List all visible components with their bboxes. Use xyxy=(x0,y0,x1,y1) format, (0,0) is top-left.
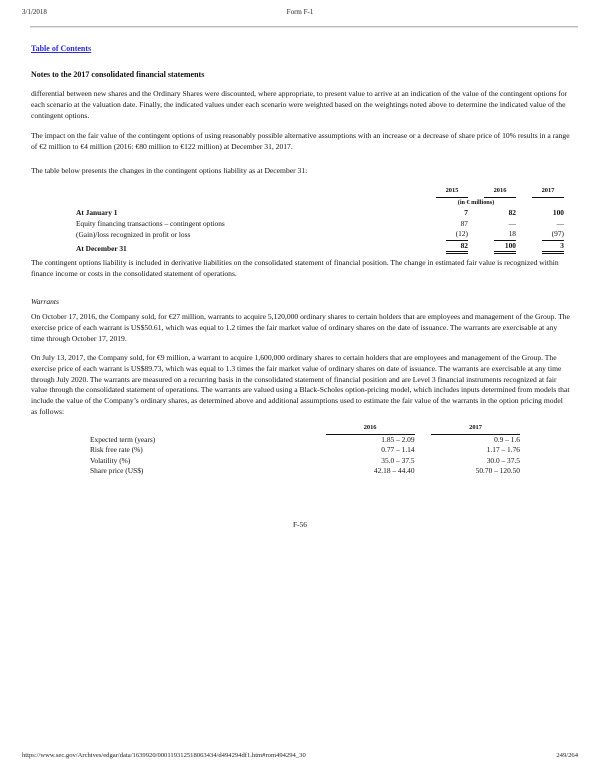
paragraph-warrants-2017: On July 13, 2017, the Company sold, for €9 million, a warrant to acquire 1,600,000 ordinary shares to certain holders that are employees and management of the Group. The exercise price of each warrant is US$89.73, which was equal to 1.3 times the fair market value of ordinary shares on date of issuance. The warrants are exercisable at any time through July 2020. The warrants are measured on a recurring basis in the consolidated statement of financial position and are Level 3 financial instruments recognized at fair value through the consolidated statement of operations. The warrants are valued using a Black-Scholes option-pricing model, which includes inputs determined from models that include the value of the Company’s ordinary shares, as determined above and additional assumptions used to estimate the fair value of the warrants in the option pricing model as follows: xyxy=(31,353,570,416)
year-header: 2016 xyxy=(326,423,415,435)
cell-value: 7 xyxy=(464,208,468,217)
cell-value: 18 xyxy=(494,229,516,241)
row-label: (Gain)/loss recognized in profit or loss xyxy=(76,230,191,239)
warrants-heading: Warrants xyxy=(31,297,59,306)
table-row xyxy=(90,445,520,456)
year-header: 2017 xyxy=(532,186,564,198)
paragraph-table-intro: The table below presents the changes in the contingent options liability as at December 31: xyxy=(31,166,308,175)
row-label: Volatility (%) xyxy=(90,455,131,465)
cell-value: 0.77 – 1.14 xyxy=(381,445,415,454)
table-row xyxy=(76,229,564,241)
cell-value: 50.70 – 120.50 xyxy=(475,466,520,475)
year-header: 2016 xyxy=(484,186,516,198)
table-row-total xyxy=(76,241,564,255)
cell-value: 0.9 – 1.6 xyxy=(494,434,520,444)
cell-value: — xyxy=(508,218,516,228)
page-count: 249/264 xyxy=(556,752,578,759)
row-label: At January 1 xyxy=(76,208,118,217)
cell-value: — xyxy=(556,218,564,228)
cell-value: 1.17 – 1.76 xyxy=(486,445,520,454)
contingent-options-table xyxy=(76,186,564,254)
warrant-assumptions-table xyxy=(90,423,520,477)
year-header-row xyxy=(76,186,564,198)
source-url: https://www.sec.gov/Archives/edgar/data/1639920/000119312518063434/d494294df1.htm#rom494294_30 xyxy=(22,752,306,759)
table-row xyxy=(76,219,564,230)
cell-value: 42.18 – 44.40 xyxy=(373,466,415,475)
page-number: F-56 xyxy=(293,520,307,529)
units-label: (in € millions) xyxy=(457,198,495,206)
cell-value: 100 xyxy=(552,208,564,217)
section-title: Notes to the 2017 consolidated financial statements xyxy=(31,70,205,79)
year-header: 2015 xyxy=(436,186,468,198)
cell-value: 100 xyxy=(494,241,516,255)
year-header: 2017 xyxy=(431,423,520,435)
cell-value: 1.85 – 2.09 xyxy=(381,434,415,444)
row-label: Expected term (years) xyxy=(90,434,156,444)
paragraph-warrants-2016: On October 17, 2016, the Company sold, for €27 million, warrants to acquire 5,120,000 ordinary shares to certain holders that are employees and management of the Group. The exercise price of each warrant is US$50.61, which was equal to 1.2 times the fair market value of ordinary shares on the date of issuance. The warrants are exercisable at any time through October 17, 2019. xyxy=(31,312,570,343)
cell-value: 3 xyxy=(542,241,564,255)
paragraph-sensitivity: The impact on the fair value of the contingent options of using reasonably possible alternative assumptions with an increase or a decrease of share price of 10% results in a range of €2 million to €4 million (2016: €80 million to €122 million) at December 31, 2017. xyxy=(31,131,570,151)
print-title: Form F-1 xyxy=(286,8,314,16)
print-header xyxy=(22,7,578,17)
cell-value: 82 xyxy=(508,208,516,217)
paragraph-liability-note: The contingent options liability is included in derivative liabilities on the consolidated statement of financial position. The change in estimated fair value is recognized within finance income or costs in the consolidated statement of operations. xyxy=(31,258,559,278)
cell-value: 35.0 – 37.5 xyxy=(381,455,415,465)
table-row xyxy=(76,208,564,219)
table-row xyxy=(90,435,520,446)
cell-value: (97) xyxy=(542,229,564,241)
cell-value: (12) xyxy=(446,229,468,241)
table-of-contents-link[interactable]: Table of Contents xyxy=(31,44,92,53)
print-date: 3/1/2018 xyxy=(22,8,47,16)
row-label: Equity financing transactions – contingent options xyxy=(76,218,225,228)
row-label: Share price (US$) xyxy=(90,466,144,475)
cell-value: 82 xyxy=(446,241,468,255)
row-label: Risk free rate (%) xyxy=(90,445,143,454)
table-row xyxy=(90,466,520,477)
header-divider xyxy=(30,26,578,28)
cell-value: 30.0 – 37.5 xyxy=(486,455,520,465)
cell-value: 87 xyxy=(460,218,468,228)
row-label: At December 31 xyxy=(76,243,127,253)
year-header-row xyxy=(90,423,520,435)
table-row xyxy=(90,456,520,467)
paragraph-valuation: differential between new shares and the Ordinary Shares were discounted, where appropriate, to present value to arrive at an indication of the value of the contingent options for each scenario at the valuation date. Finally, the indicated values under each scenario were weighted based on the weightings noted above to determine the indicated value of the contingent options. xyxy=(31,89,568,120)
